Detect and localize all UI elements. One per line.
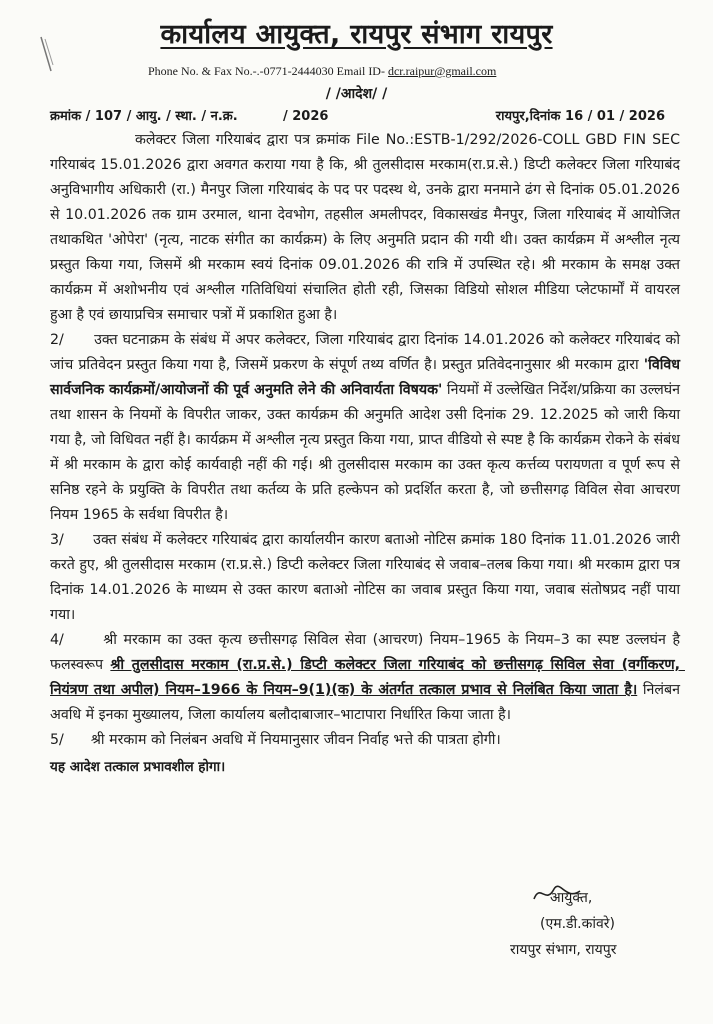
paragraph-4-suspension: श्री तुलसीदास मरकाम (रा.प्र.से.) डिप्टी कलेक्टर जिला गरियाबंद को छत्तीसगढ़ सिविल सेवा (वर्गीकरण, नियंत्रण तथा अपील) नियम–1966 के नियम–9(1)(क) के अंतर्गत तत्काल प्रभाव से निलंबित किया जाता है।: [50, 657, 685, 698]
place-date: रायपुर,दिनांक 16 / 01 / 2026: [495, 109, 665, 124]
closing-line: यह आदेश तत्काल प्रभावशील होगा।: [50, 759, 226, 775]
phone-fax: Phone No. & Fax No.-.-0771-2444030 Email ID-: [148, 64, 385, 78]
order-number: क्रमांक / 107 / आयु. / स्था. / न.क्र. / 2026: [50, 109, 329, 124]
office-title: कार्यालय आयुक्त, रायपुर संभाग रायपुर: [160, 19, 553, 50]
signature-block: [510, 885, 710, 963]
signatory-office: रायपुर संभाग, रायपुर: [510, 942, 617, 958]
paragraph-3: 3/ उक्त संबंध में कलेक्टर गरियाबंद द्वारा कार्यालयीन कारण बताओ नोटिस क्रमांक 180 दिनांक 11.01.2026 जारी करते हुए, श्री तुलसीदास मरकाम (रा.प्र.से.) डिप्टी कलेक्टर जिला गरियाबंद से जवाब–तलब किया गया। श्री मरकाम द्वारा पत्र दिनांक 14.01.2026 के माध्यम से उक्त कारण बताओ नोटिस का जवाब प्रस्तुत किया गया, जवाब संतोषप्रद नहीं पाया गया।: [50, 532, 685, 623]
order-heading: / /आदेश/ /: [325, 86, 388, 102]
paragraph-2: [50, 328, 685, 528]
paragraph-4: [50, 628, 685, 728]
paragraph-1: कलेक्टर जिला गरियाबंद द्वारा पत्र क्रमांक File No.:ESTB-1/292/2026-COLL GBD FIN SEC गरियाबंद 15.01.2026 द्वारा अवगत कराया गया है कि, श्री तुलसीदास मरकाम(रा.प्र.से.) डिप्टी कलेक्टर जिला गरियाबंद अनुविभागीय अधिकारी (रा.) मैनपुर जिला गरियाबंद के पद पर पदस्थ थे, उनके द्वारा मनमाने ढंग से दिनांक 05.01.2026 से 10.01.2026 तक ग्राम उरमाल, थाना देवभोग, तहसील अमलीपदर, विकासखंड मैनपुर, जिला गरियाबंद में आयोजित तथाकथित 'ओपेरा' (नृत्य, नाटक संगीत का कार्यक्रम) के लिए अनुमति प्रदान की गयी थी। उक्त कार्यक्रम में अश्लील नृत्य प्रस्तुत किया गया, जिसमें श्री मरकाम स्वयं दिनांक 09.01.2026 की रात्रि में उपस्थित रहे। श्री मरकाम के समक्ष उक्त कार्यक्रम में अशोभनीय एवं अश्लील गतिविधियां संचालित होती रही, जिसका विडियो सोशल मीडिया प्लेटफार्मों में वायरल हुआ है एवं छायाप्रचित्र समाचार पत्रों में प्रकाशित हुआ है।: [50, 132, 680, 323]
paragraph-4-text-end: निलंबन अवधि में इनका मुख्यालय, जिला कार्यालय बलौदाबाजार–भाटापारा निर्धारित किया जाता है।: [50, 682, 685, 723]
contact-line: [148, 64, 648, 79]
order-body: [50, 128, 685, 780]
email-address: dcr.raipur@gmail.com: [387, 64, 497, 78]
signature-icon: [530, 877, 590, 907]
paragraph-5: 5/ श्री मरकाम को निलंबन अवधि में नियमानुसार जीवन निर्वाह भत्ते की पात्रता होगी।: [50, 732, 501, 748]
paragraph-2-rule-title: 'विविध सार्वजनिक कार्यक्रमों/आयोजनों की पूर्व अनुमति लेने की अनिवार्यता विषयक': [50, 357, 685, 398]
paragraph-2-text-end: नियमों में उल्लेखित निर्देश/प्रक्रिया का उल्लघंन तथा शासन के नियमों के विपरीत जाकर, उक्त कार्यक्रम की अनुमति आदेश उसी दिनांक 29. 12.2025 को जारी किया गया है, जो विधिवत नहीं है। कार्यक्रम में अश्लील नृत्य प्रस्तुत किया गया, प्राप्त वीडियो से स्पष्ट है कि कार्यक्रम रोकने के संबंध में श्री मरकाम के द्वारा कोई कार्यवाही नहीं की गई। श्री तुलसीदास मरकाम का उक्त कृत्य कर्त्तव्य परायणता व पूर्ण रूप से सनिष्ठ रहने के प्रयुक्ति के विपरीत तथा कर्तव्य के प्रति हल्केपन को प्रदर्शित करता है, जो छत्तीसगढ़ विविल सेवा आचरण नियम 1965 के सर्वथा विपरीत है।: [50, 382, 685, 523]
paragraph-4-text: 4/ श्री मरकाम का उक्त कृत्य छत्तीसगढ़ सिविल सेवा (आचरण) नियम–1965 के नियम–3 का स्पष्ट उल्लघंन है फलस्वरूप: [50, 632, 685, 673]
signatory-designation: आयुक्त,: [550, 890, 593, 906]
signatory-name: (एम.डी.कांवरे): [540, 916, 615, 932]
paragraph-2-text: 2/ उक्त घटनाक्रम के संबंध में अपर कलेक्टर, जिला गरियाबंद द्वारा दिनांक 14.01.2026 को कलेक्टर गरियाबंद को जांच प्रतिवेदन प्रस्तुत किया गया है, जिसमें प्रकरण के संपूर्ण तथ्य वर्णित है। प्रस्तुत प्रतिवेदनानुसार श्री मरकाम द्वारा: [50, 332, 685, 373]
reference-line: [50, 106, 675, 124]
